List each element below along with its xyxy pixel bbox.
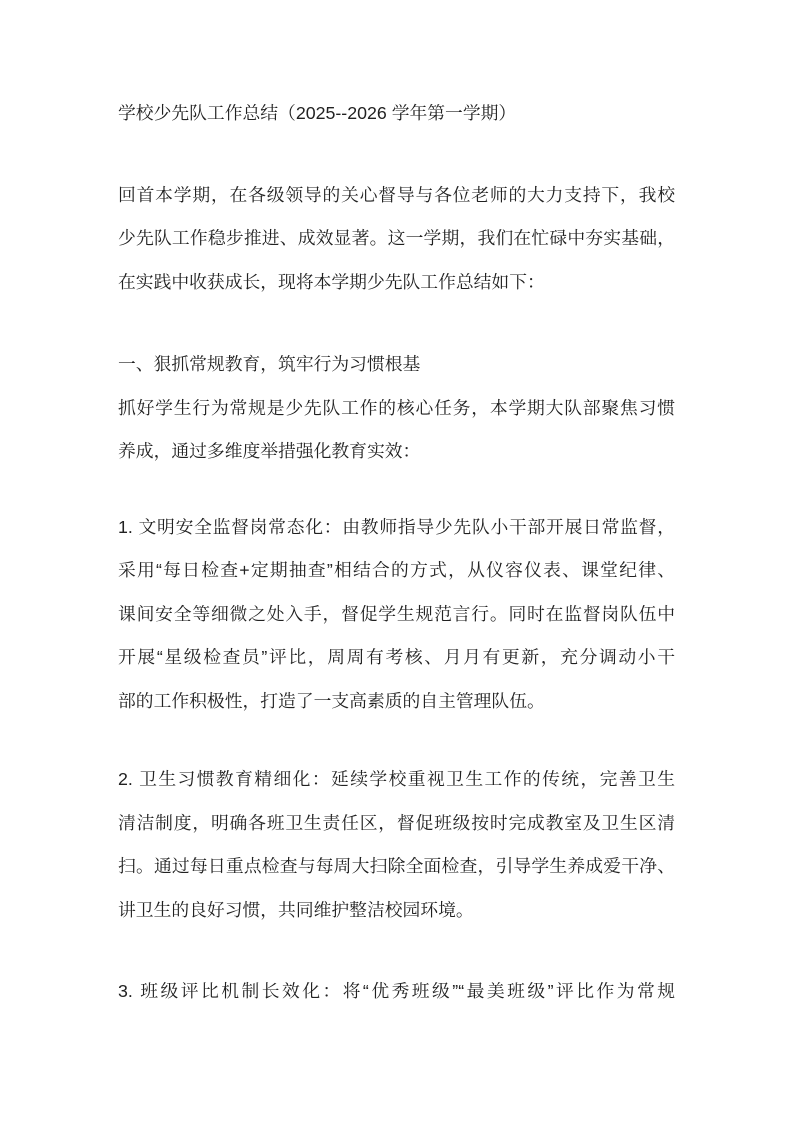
document-title: [118, 92, 675, 136]
section-1-lead-paragraph: [118, 387, 675, 474]
text-line: 采用“每日检查+定期抽查”相结合的方式，从仪容仪表、课堂纪律、: [118, 560, 675, 580]
text-line: 抓好学生行为常规是少先队工作的核心任务，本学期大队部聚焦习惯: [118, 397, 675, 418]
intro-paragraph: [118, 174, 675, 305]
text-line: 讲卫生的良好习惯，共同维护整洁校园环境。: [118, 899, 474, 920]
text-line: 清洁制度，明确各班卫生责任区，督促班级按时完成教室及卫生区清: [118, 812, 675, 833]
text-line: 少先队工作稳步推进、成效显著。这一学期，我们在忙碌中夯实基础，: [118, 228, 675, 248]
list-item-1: [118, 506, 675, 724]
text-line: 一、狠抓常规教育，筑牢行为习惯根基: [118, 354, 421, 374]
text-line: 养成，通过多维度举措强化教育实效：: [118, 441, 421, 461]
list-item-2: [118, 758, 675, 932]
text-line: 扫。通过每日重点检查与每周大扫除全面检查，引导学生养成爱干净、: [118, 856, 675, 876]
list-item-3: [118, 970, 675, 1014]
text-line: 开展“星级检查员”评比，周周有考核、月月有更新，充分调动小干: [118, 647, 675, 667]
text-line: 回首本学期，在各级领导的关心督导与各位老师的大力支持下，我校: [118, 184, 675, 205]
text-line: 学校少先队工作总结（2025--2026 学年第一学期）: [118, 103, 517, 123]
text-line: 1. 文明安全监督岗常态化：由教师指导少先队小干部开展日常监督，: [118, 516, 675, 537]
text-line: 3. 班级评比机制长效化：将“优秀班级”“最美班级”评比作为常规: [118, 981, 675, 1001]
text-line: 2. 卫生习惯教育精细化：延续学校重视卫生工作的传统，完善卫生: [118, 769, 675, 789]
section-heading-1: [118, 343, 675, 387]
text-line: 在实践中收获成长，现将本学期少先队工作总结如下：: [118, 271, 545, 292]
text-line: 课间安全等细微之处入手，督促学生规范言行。同时在监督岗队伍中: [118, 603, 675, 624]
text-line: 部的工作积极性，打造了一支高素质的自主管理队伍。: [118, 690, 545, 711]
document-content: [118, 92, 675, 1014]
